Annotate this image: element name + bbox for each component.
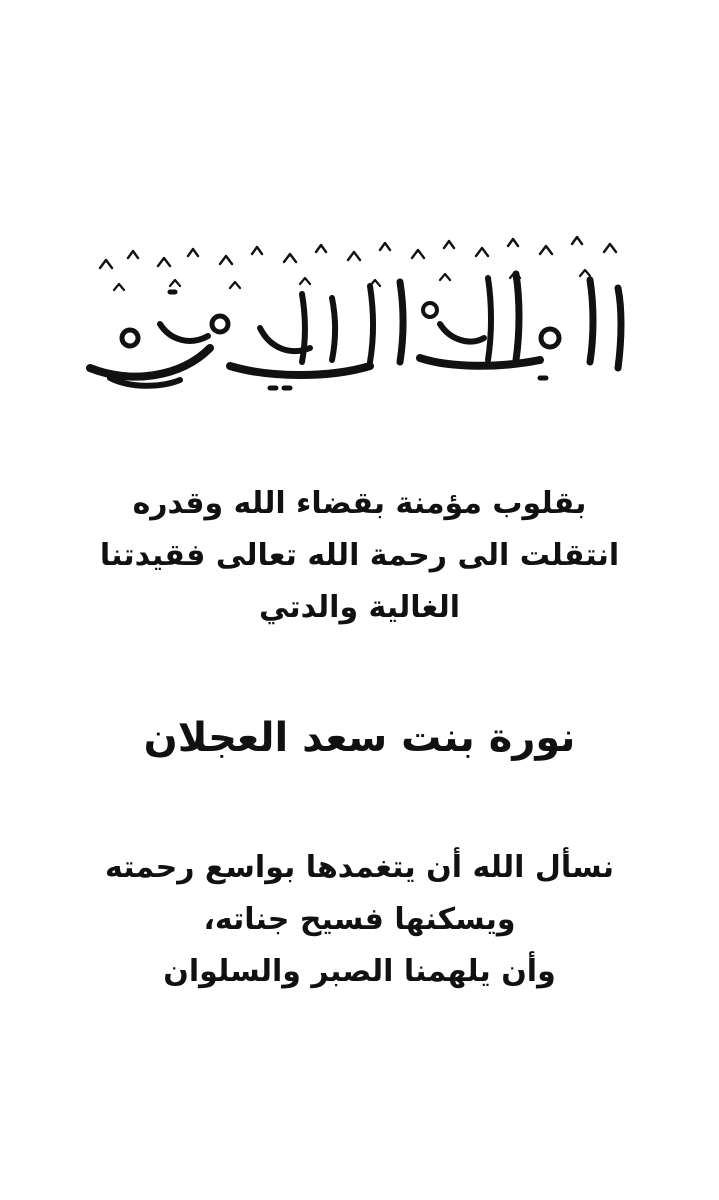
calligraphy-artwork xyxy=(70,228,650,398)
quran-verse-calligraphy xyxy=(70,228,650,398)
prayer-line: نسأل الله أن يتغمدها بواسع رحمته xyxy=(105,850,614,885)
deceased-name: نورة بنت سعد العجلان xyxy=(143,715,576,761)
prayer-line: ويسكنها فسيح جناته، xyxy=(203,902,516,937)
intro-line: انتقلت الى رحمة الله تعالى فقيدتنا xyxy=(99,538,620,573)
intro-line: الغالية والدتي xyxy=(258,590,461,625)
announcement-intro xyxy=(40,478,679,634)
prayer-line: وأن يلهمنا الصبر والسلوان xyxy=(163,954,556,989)
intro-line: بقلوب مؤمنة بقضاء الله وقدره xyxy=(132,486,587,521)
prayer-text xyxy=(40,842,679,998)
